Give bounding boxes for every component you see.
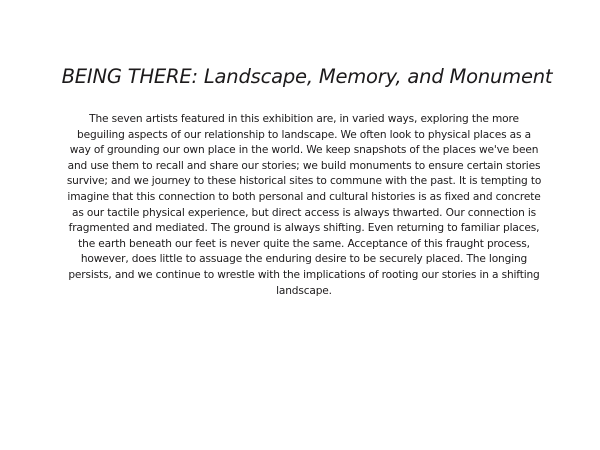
document-title: BEING THERE: Landscape, Memory, and Monument [61, 65, 553, 89]
body-paragraph: The seven artists featured in this exhibition are, in varied ways, exploring the more beguiling aspects of our relationship to landscape. We often look to physical places as a way of grounding our own place in the world. We keep snapshots of the places we've been and use them to recall and share our stories; we build monuments to ensure certain stories survive; and we journey to these historical sites to commune with the past. It is tempting to imagine that this connection to both personal and cultural histories is as fixed and concrete as our tactile physical experience, but direct access is always thwarted. Our connection is fragmented and mediated. The ground is always shifting. Even returning to familiar places, the earth beneath our feet is never quite the same. Acceptance of this fraught process, however, does little to assuage the enduring desire to be securely placed. The longing persists, and we continue to wrestle with the implications of rooting our stories in a shifting landscape. [66, 113, 542, 297]
